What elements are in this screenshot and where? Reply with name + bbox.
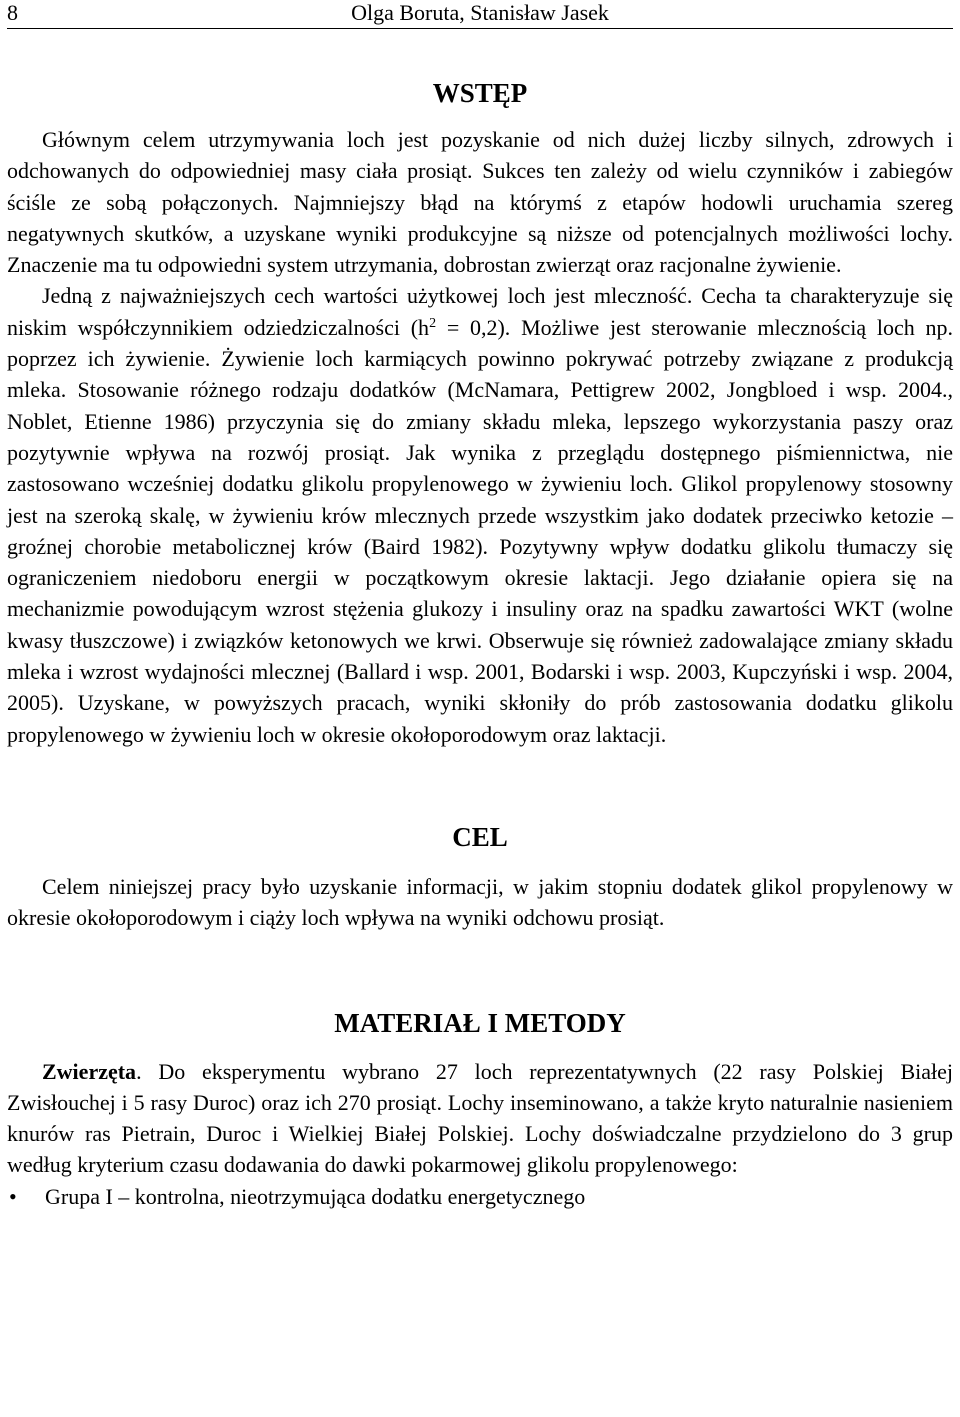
running-title: Olga Boruta, Stanisław Jasek — [351, 0, 609, 25]
page-number: 8 — [7, 0, 18, 25]
zwierzeta-label: Zwierzęta — [42, 1058, 137, 1084]
section-heading-wstep: WSTĘP — [432, 78, 528, 108]
cel-paragraph: Celem niniejszej pracy było uzyskanie informacji, w jakim stopniu dodatek glikol propylenowy w okresie okołoporodowym i ciąży loch wpływa na wyniki odchowu prosiąt. — [7, 873, 953, 931]
intro-paragraph-2 — [7, 280, 953, 749]
section-heading-cel: CEL — [452, 821, 508, 852]
paper-page — [7, 0, 953, 1212]
zwierzeta-paragraph — [7, 1056, 953, 1181]
groups-list — [7, 1181, 953, 1212]
superscript-exponent: 2 — [429, 315, 437, 331]
intro-paragraph-1: Głównym celem utrzymywania loch jest pozyskanie od nich dużej liczby silnych, zdrowych i odchowanych do odpowiedniej masy ciała prosiąt. Sukces ten zależy od wielu czynników i zabiegów ściśle ze sobą połączonych. Najmniejszy błąd na którymś z etapów hodowli uruchamia szereg negatywnych skutków, a uzyskane wyniki produkcyjne są niższe od potencjalnych możliwości lochy. Znaczenie ma tu odpowiedni system utrzymania, dobrostan zwierząt oraz racjonalne żywienie. — [7, 127, 953, 278]
section-heading-metody: MATERIAŁ I METODY — [334, 1007, 626, 1038]
list-item — [7, 1181, 953, 1212]
intro-paragraph-2-rest: = 0,2). Możliwe jest sterowanie mlecznością loch np. poprzez ich żywienie. Żywienie loch karmiących powinno pokrywać potrzeby związane z produkcją mleka. Stosowanie różnego rodzaju dodatków (McNamara, Pettigrew 2002, Jongbloed i wsp. 2004., Noblet, Etienne 1986) przyczynia się do zmiany składu mleka, lepszego wykorzystania paszy oraz pozytywnie wpływa na rozwój prosiąt. Jak wynika z przeglądu dostępnego piśmiennictwa, nie zastosowano wcześniej dodatku glikolu propylenowego w żywieniu loch. Glikol propylenowy stosowny jest na szeroką skalę, w żywieniu krów mlecznych przede wszystkim jako dodatek przeciwko ketozie – groźnej chorobie metabolicznej krów (Baird 1982). Pozytywny wpływ dodatku glikolu tłumaczy się ograniczeniem niedoboru energii w początkowym okresie laktacji. Jego działanie opiera się na mechanizmie powodującym wzrost stężenia glukozy i insuliny oraz na spadku zawartości WKT (wolne kwasy tłuszczowe) i związków ketonowych we krwi. Obserwuje się również zadowalające zmiany składu mleka i wzrost wydajności mlecznej (Ballard i wsp. 2001, Bodarski i wsp. 2003, Kupczyński i wsp. 2004, 2005). Uzyskane, w powyższych pracach, wyniki skłoniły do prób zastosowania dodatku glikolu propylenowego w żywieniu loch w okresie okołoporodowym oraz laktacji. — [7, 314, 953, 747]
zwierzeta-text: . Do eksperymentu wybrano 27 loch reprezentatywnych (22 rasy Polskiej Białej Zwisłouchej i 5 rasy Duroc) oraz ich 270 prosiąt. Lochy inseminowano, a także kryto naturalnie nasieniem knurów ras Pietrain, Duroc i Wielkiej Białej Polskiej. Lochy doświadczalne przydzielono do 3 grup według kryterium czasu dodawania do dawki pokarmowej glikolu propylenowego: — [7, 1058, 953, 1178]
page-header — [7, 0, 953, 29]
intro-paragraph-2-start: Jedną z najważniejszych cech wartości użytkowej loch jest mleczność. Cecha ta charakteryzuje się niskim współczynnikiem odziedziczalności (h — [7, 283, 953, 340]
bullet-icon: • — [9, 1183, 17, 1209]
group-text: Grupa I – kontrolna, nieotrzymująca dodatku energetycznego — [45, 1183, 586, 1209]
